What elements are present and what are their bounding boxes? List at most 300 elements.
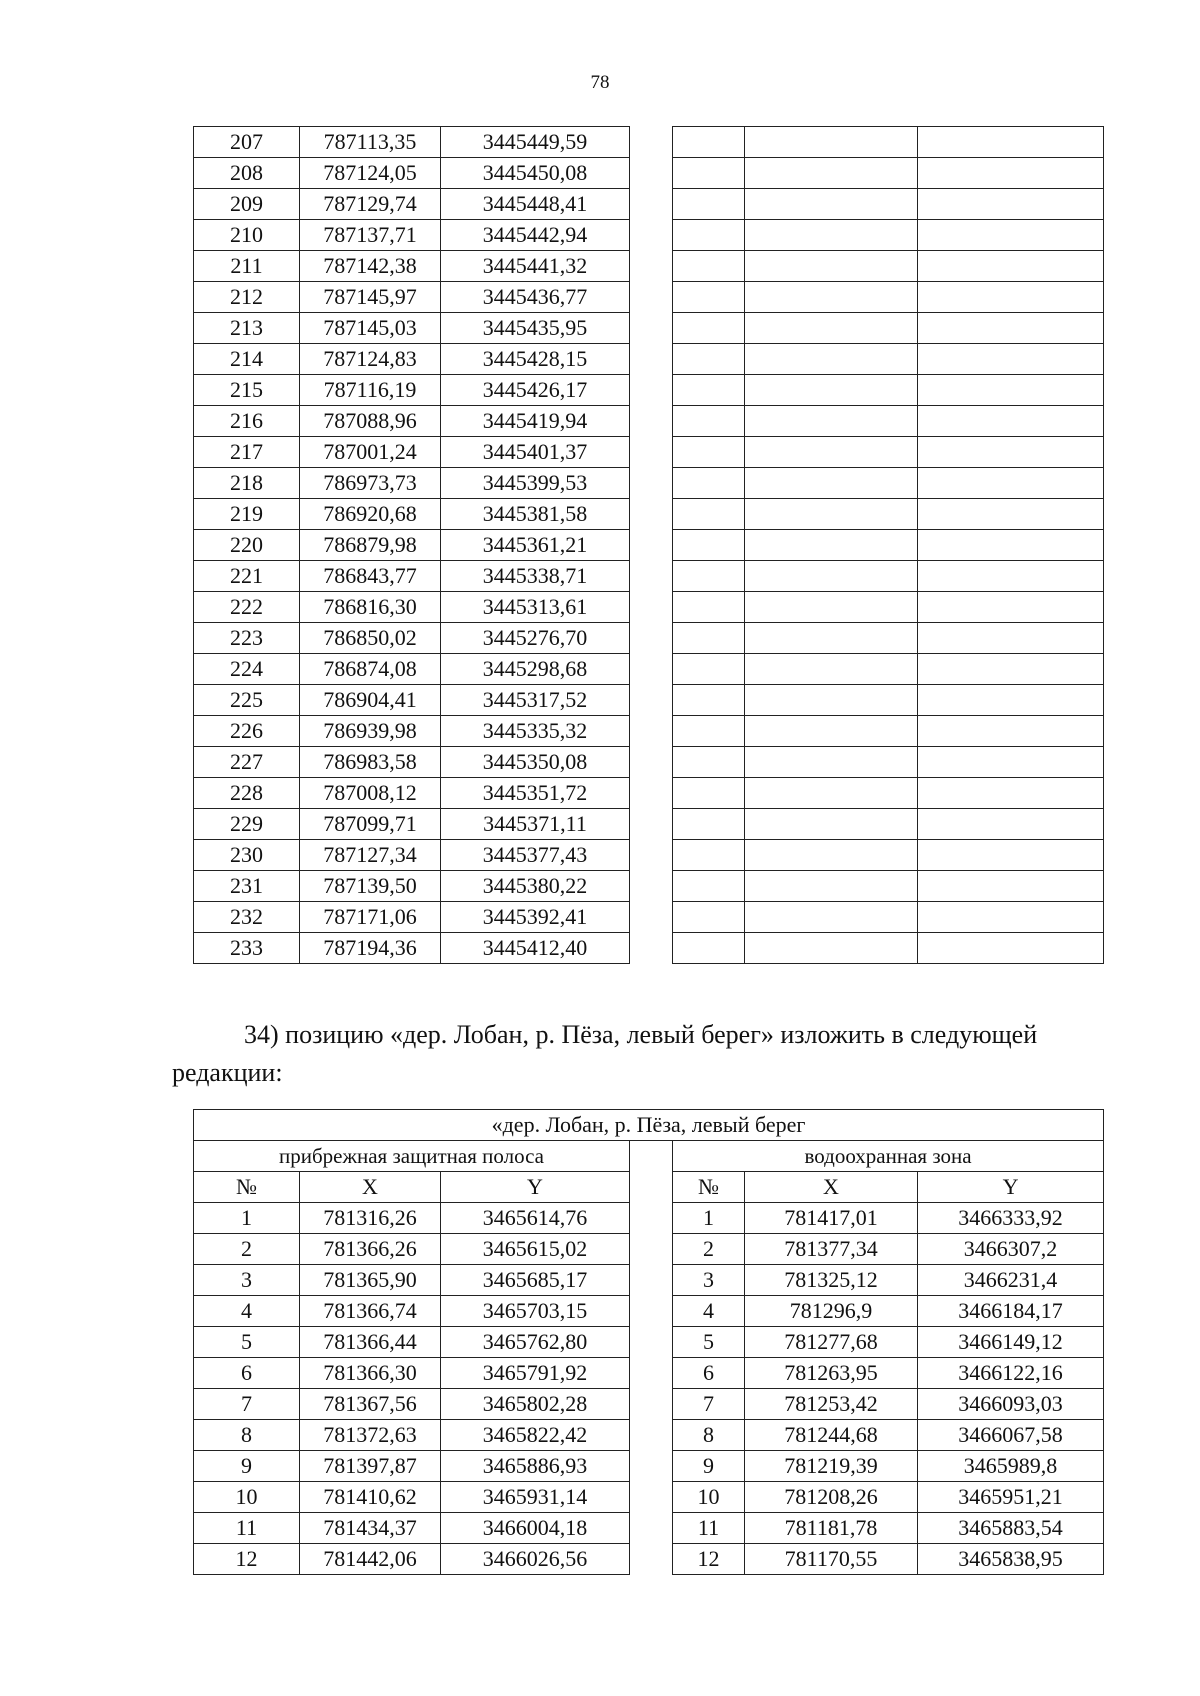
column-gap — [630, 1327, 673, 1358]
empty-cell — [745, 251, 918, 282]
column-gap — [630, 1172, 673, 1203]
empty-cell — [745, 375, 918, 406]
coord-y: 3465931,14 — [441, 1482, 630, 1513]
coord-x: 781366,26 — [300, 1234, 441, 1265]
point-number: 228 — [194, 778, 300, 809]
column-gap — [630, 902, 673, 933]
coord-y: 3445448,41 — [441, 189, 630, 220]
amendment-paragraph: 34) позицию «дер. Лобан, р. Пёза, левый берег» изложить в следующей редакции: — [172, 1020, 1038, 1087]
empty-cell — [673, 406, 745, 437]
point-number: 231 — [194, 871, 300, 902]
point-number: 216 — [194, 406, 300, 437]
point-number: 8 — [194, 1420, 300, 1451]
point-number: 4 — [673, 1296, 745, 1327]
column-gap — [630, 1141, 673, 1172]
table-row — [194, 933, 1104, 964]
coord-y: 3445371,11 — [441, 809, 630, 840]
water-protection-zone-header: водоохранная зона — [673, 1141, 1104, 1172]
table-row — [194, 344, 1104, 375]
column-gap — [630, 344, 673, 375]
empty-cell — [745, 623, 918, 654]
empty-cell — [673, 251, 745, 282]
coord-x: 786874,08 — [300, 654, 441, 685]
point-number: 211 — [194, 251, 300, 282]
page-number: 78 — [590, 72, 610, 93]
coord-x: 781170,55 — [745, 1544, 918, 1575]
point-number: 222 — [194, 592, 300, 623]
coord-x: 787142,38 — [300, 251, 441, 282]
empty-cell — [918, 406, 1104, 437]
coord-y: 3465883,54 — [918, 1513, 1104, 1544]
coord-x: 786939,98 — [300, 716, 441, 747]
empty-cell — [918, 189, 1104, 220]
point-number: 223 — [194, 623, 300, 654]
empty-cell — [673, 716, 745, 747]
table-row — [194, 375, 1104, 406]
coord-x: 787194,36 — [300, 933, 441, 964]
empty-cell — [918, 499, 1104, 530]
table-row — [194, 499, 1104, 530]
column-gap — [630, 685, 673, 716]
coord-y: 3445276,70 — [441, 623, 630, 654]
table-row — [194, 654, 1104, 685]
coord-x: 781208,26 — [745, 1482, 918, 1513]
empty-cell — [745, 840, 918, 871]
coord-x: 781366,74 — [300, 1296, 441, 1327]
coord-y: 3445441,32 — [441, 251, 630, 282]
column-gap — [630, 1451, 673, 1482]
coord-y: 3445426,17 — [441, 375, 630, 406]
point-number: 5 — [194, 1327, 300, 1358]
point-number: 6 — [194, 1358, 300, 1389]
table-row — [194, 189, 1104, 220]
column-gap — [630, 871, 673, 902]
coord-x: 781253,42 — [745, 1389, 918, 1420]
empty-cell — [918, 716, 1104, 747]
empty-cell — [918, 127, 1104, 158]
point-number: 226 — [194, 716, 300, 747]
column-gap — [630, 778, 673, 809]
empty-cell — [745, 809, 918, 840]
table-row — [194, 406, 1104, 437]
empty-cell — [673, 530, 745, 561]
empty-cell — [918, 251, 1104, 282]
point-number: 3 — [194, 1265, 300, 1296]
empty-cell — [745, 468, 918, 499]
coord-y: 3465822,42 — [441, 1420, 630, 1451]
empty-cell — [745, 902, 918, 933]
empty-cell — [673, 127, 745, 158]
table-row — [194, 282, 1104, 313]
coord-y: 3445419,94 — [441, 406, 630, 437]
empty-cell — [918, 809, 1104, 840]
column-gap — [630, 220, 673, 251]
empty-cell — [918, 437, 1104, 468]
table-row — [194, 1451, 1104, 1482]
coord-y: 3465614,76 — [441, 1203, 630, 1234]
column-gap — [630, 499, 673, 530]
empty-cell — [745, 437, 918, 468]
point-number: 219 — [194, 499, 300, 530]
coord-y: 3465886,93 — [441, 1451, 630, 1482]
table-row — [194, 561, 1104, 592]
coord-y: 3466307,2 — [918, 1234, 1104, 1265]
coord-y: 3445338,71 — [441, 561, 630, 592]
table-row — [194, 530, 1104, 561]
column-gap — [630, 561, 673, 592]
coord-y: 3466004,18 — [441, 1513, 630, 1544]
coord-y: 3445351,72 — [441, 778, 630, 809]
coord-x: 781244,68 — [745, 1420, 918, 1451]
coord-x: 781219,39 — [745, 1451, 918, 1482]
empty-cell — [673, 468, 745, 499]
empty-cell — [918, 344, 1104, 375]
coord-x: 781377,34 — [745, 1234, 918, 1265]
table-row — [194, 437, 1104, 468]
coord-x: 781410,62 — [300, 1482, 441, 1513]
coord-x: 786843,77 — [300, 561, 441, 592]
column-gap — [630, 933, 673, 964]
coord-y: 3466026,56 — [441, 1544, 630, 1575]
empty-cell — [673, 747, 745, 778]
coord-y: 3445399,53 — [441, 468, 630, 499]
point-number: 221 — [194, 561, 300, 592]
column-gap — [630, 654, 673, 685]
table-row — [194, 251, 1104, 282]
point-number: 232 — [194, 902, 300, 933]
coord-y: 3466149,12 — [918, 1327, 1104, 1358]
empty-cell — [745, 282, 918, 313]
coord-x: 781263,95 — [745, 1358, 918, 1389]
table-row — [194, 716, 1104, 747]
col-header-no: № — [673, 1172, 745, 1203]
empty-cell — [918, 592, 1104, 623]
table-row — [194, 592, 1104, 623]
table-row — [194, 871, 1104, 902]
coord-x: 781372,63 — [300, 1420, 441, 1451]
point-number: 3 — [673, 1265, 745, 1296]
point-number: 208 — [194, 158, 300, 189]
column-gap — [630, 1234, 673, 1265]
point-number: 12 — [673, 1544, 745, 1575]
empty-cell — [673, 871, 745, 902]
column-gap — [630, 189, 673, 220]
coord-x: 786983,58 — [300, 747, 441, 778]
coord-y: 3445377,43 — [441, 840, 630, 871]
point-number: 220 — [194, 530, 300, 561]
coord-x: 781366,44 — [300, 1327, 441, 1358]
coord-y: 3445412,40 — [441, 933, 630, 964]
point-number: 225 — [194, 685, 300, 716]
empty-cell — [745, 561, 918, 592]
column-gap — [630, 809, 673, 840]
empty-cell — [745, 344, 918, 375]
empty-cell — [745, 778, 918, 809]
point-number: 8 — [673, 1420, 745, 1451]
empty-cell — [918, 654, 1104, 685]
coord-x: 781397,87 — [300, 1451, 441, 1482]
table-row — [194, 840, 1104, 871]
coord-x: 787113,35 — [300, 127, 441, 158]
table-row — [194, 902, 1104, 933]
column-gap — [630, 1265, 673, 1296]
empty-cell — [673, 282, 745, 313]
empty-cell — [745, 530, 918, 561]
coord-x: 781316,26 — [300, 1203, 441, 1234]
coord-x: 786920,68 — [300, 499, 441, 530]
table-row — [194, 809, 1104, 840]
coord-y: 3445392,41 — [441, 902, 630, 933]
column-gap — [630, 1358, 673, 1389]
point-number: 214 — [194, 344, 300, 375]
coord-x: 787001,24 — [300, 437, 441, 468]
coord-y: 3466093,03 — [918, 1389, 1104, 1420]
column-gap — [630, 1296, 673, 1327]
point-number: 2 — [673, 1234, 745, 1265]
coord-y: 3445361,21 — [441, 530, 630, 561]
coord-x: 787129,74 — [300, 189, 441, 220]
column-gap — [630, 1544, 673, 1575]
empty-cell — [673, 654, 745, 685]
column-gap — [630, 623, 673, 654]
empty-cell — [673, 189, 745, 220]
col-header-x: X — [300, 1172, 441, 1203]
coord-x: 787088,96 — [300, 406, 441, 437]
empty-cell — [918, 220, 1104, 251]
empty-cell — [673, 623, 745, 654]
empty-cell — [673, 499, 745, 530]
empty-cell — [918, 747, 1104, 778]
point-number: 10 — [673, 1482, 745, 1513]
column-gap — [630, 1513, 673, 1544]
coord-y: 3445436,77 — [441, 282, 630, 313]
coord-y: 3445313,61 — [441, 592, 630, 623]
table-row — [194, 778, 1104, 809]
point-number: 5 — [673, 1327, 745, 1358]
point-number: 10 — [194, 1482, 300, 1513]
coord-x: 781181,78 — [745, 1513, 918, 1544]
column-gap — [630, 158, 673, 189]
empty-cell — [673, 685, 745, 716]
coord-y: 3466067,58 — [918, 1420, 1104, 1451]
col-header-x: X — [745, 1172, 918, 1203]
table-row — [194, 313, 1104, 344]
coord-y: 3445335,32 — [441, 716, 630, 747]
table-row — [194, 158, 1104, 189]
coord-y: 3445450,08 — [441, 158, 630, 189]
empty-cell — [918, 375, 1104, 406]
coord-y: 3465802,28 — [441, 1389, 630, 1420]
empty-cell — [745, 933, 918, 964]
empty-cell — [918, 902, 1104, 933]
coord-y: 3465838,95 — [918, 1544, 1104, 1575]
point-number: 207 — [194, 127, 300, 158]
column-gap — [630, 840, 673, 871]
empty-cell — [918, 778, 1104, 809]
point-number: 7 — [673, 1389, 745, 1420]
point-number: 229 — [194, 809, 300, 840]
coord-y: 3445428,15 — [441, 344, 630, 375]
coord-x: 787171,06 — [300, 902, 441, 933]
coord-x: 786850,02 — [300, 623, 441, 654]
table-row — [194, 1327, 1104, 1358]
coordinates-table-continued — [193, 126, 1104, 964]
coord-y: 3445317,52 — [441, 685, 630, 716]
coord-x: 787145,97 — [300, 282, 441, 313]
table-row — [194, 1358, 1104, 1389]
column-gap — [630, 747, 673, 778]
coord-x: 786816,30 — [300, 592, 441, 623]
empty-cell — [673, 313, 745, 344]
point-number: 210 — [194, 220, 300, 251]
table-row — [194, 1203, 1104, 1234]
point-number: 12 — [194, 1544, 300, 1575]
column-gap — [630, 313, 673, 344]
empty-cell — [745, 716, 918, 747]
col-header-y: Y — [441, 1172, 630, 1203]
coord-y: 3445435,95 — [441, 313, 630, 344]
coord-x: 781367,56 — [300, 1389, 441, 1420]
empty-cell — [918, 282, 1104, 313]
coord-x: 781365,90 — [300, 1265, 441, 1296]
column-gap — [630, 282, 673, 313]
table-row — [194, 747, 1104, 778]
coord-y: 3465762,80 — [441, 1327, 630, 1358]
column-gap — [630, 1203, 673, 1234]
coord-x: 781277,68 — [745, 1327, 918, 1358]
coord-x: 787139,50 — [300, 871, 441, 902]
coord-y: 3465703,15 — [441, 1296, 630, 1327]
coastal-strip-header: прибрежная защитная полоса — [194, 1141, 630, 1172]
coord-y: 3465951,21 — [918, 1482, 1104, 1513]
empty-cell — [745, 189, 918, 220]
col-header-no: № — [194, 1172, 300, 1203]
empty-cell — [673, 809, 745, 840]
empty-cell — [918, 158, 1104, 189]
coord-x: 787124,05 — [300, 158, 441, 189]
column-gap — [630, 1482, 673, 1513]
coord-y: 3445442,94 — [441, 220, 630, 251]
table-row — [194, 1513, 1104, 1544]
point-number: 11 — [673, 1513, 745, 1544]
coord-y: 3466184,17 — [918, 1296, 1104, 1327]
empty-cell — [673, 902, 745, 933]
point-number: 7 — [194, 1389, 300, 1420]
coord-y: 3465791,92 — [441, 1358, 630, 1389]
empty-cell — [673, 344, 745, 375]
table-row — [194, 623, 1104, 654]
point-number: 9 — [194, 1451, 300, 1482]
coord-x: 787008,12 — [300, 778, 441, 809]
point-number: 212 — [194, 282, 300, 313]
empty-cell — [745, 499, 918, 530]
empty-cell — [745, 220, 918, 251]
col-header-y: Y — [918, 1172, 1104, 1203]
point-number: 227 — [194, 747, 300, 778]
coord-x: 781366,30 — [300, 1358, 441, 1389]
empty-cell — [673, 592, 745, 623]
coord-y: 3445449,59 — [441, 127, 630, 158]
empty-cell — [918, 561, 1104, 592]
empty-cell — [918, 530, 1104, 561]
empty-cell — [673, 375, 745, 406]
column-gap — [630, 1420, 673, 1451]
coord-y: 3445350,08 — [441, 747, 630, 778]
empty-cell — [745, 406, 918, 437]
coord-x: 781434,37 — [300, 1513, 441, 1544]
empty-cell — [673, 220, 745, 251]
coord-y: 3445401,37 — [441, 437, 630, 468]
table-row — [194, 1265, 1104, 1296]
table-row — [194, 1296, 1104, 1327]
point-number: 1 — [194, 1203, 300, 1234]
coord-x: 787127,34 — [300, 840, 441, 871]
point-number: 11 — [194, 1513, 300, 1544]
column-gap — [630, 592, 673, 623]
table-row — [194, 127, 1104, 158]
empty-cell — [745, 592, 918, 623]
table-row — [194, 1482, 1104, 1513]
column-gap — [630, 406, 673, 437]
table-row — [194, 468, 1104, 499]
empty-cell — [745, 313, 918, 344]
coord-y: 3465615,02 — [441, 1234, 630, 1265]
point-number: 1 — [673, 1203, 745, 1234]
empty-cell — [745, 127, 918, 158]
coord-x: 786904,41 — [300, 685, 441, 716]
point-number: 6 — [673, 1358, 745, 1389]
empty-cell — [918, 313, 1104, 344]
point-number: 4 — [194, 1296, 300, 1327]
empty-cell — [673, 437, 745, 468]
empty-cell — [745, 871, 918, 902]
coord-x: 787137,71 — [300, 220, 441, 251]
coord-y: 3465685,17 — [441, 1265, 630, 1296]
point-number: 215 — [194, 375, 300, 406]
column-gap — [630, 716, 673, 747]
coord-y: 3445298,68 — [441, 654, 630, 685]
empty-cell — [745, 747, 918, 778]
coord-x: 781442,06 — [300, 1544, 441, 1575]
coord-x: 786973,73 — [300, 468, 441, 499]
empty-cell — [918, 623, 1104, 654]
empty-cell — [918, 840, 1104, 871]
empty-cell — [745, 158, 918, 189]
table-row — [194, 1389, 1104, 1420]
coord-x: 781296,9 — [745, 1296, 918, 1327]
point-number: 217 — [194, 437, 300, 468]
coord-y: 3466231,4 — [918, 1265, 1104, 1296]
coord-x: 781417,01 — [745, 1203, 918, 1234]
column-gap — [630, 375, 673, 406]
column-gap — [630, 251, 673, 282]
empty-cell — [918, 468, 1104, 499]
coord-y: 3466122,16 — [918, 1358, 1104, 1389]
loban-peza-left-bank-table — [193, 1109, 1104, 1575]
coord-x: 787124,83 — [300, 344, 441, 375]
empty-cell — [918, 871, 1104, 902]
point-number: 2 — [194, 1234, 300, 1265]
empty-cell — [918, 685, 1104, 716]
empty-cell — [673, 158, 745, 189]
column-gap — [630, 127, 673, 158]
coord-x: 787116,19 — [300, 375, 441, 406]
coord-y: 3445380,22 — [441, 871, 630, 902]
coord-x: 781325,12 — [745, 1265, 918, 1296]
point-number: 233 — [194, 933, 300, 964]
point-number: 218 — [194, 468, 300, 499]
empty-cell — [918, 933, 1104, 964]
